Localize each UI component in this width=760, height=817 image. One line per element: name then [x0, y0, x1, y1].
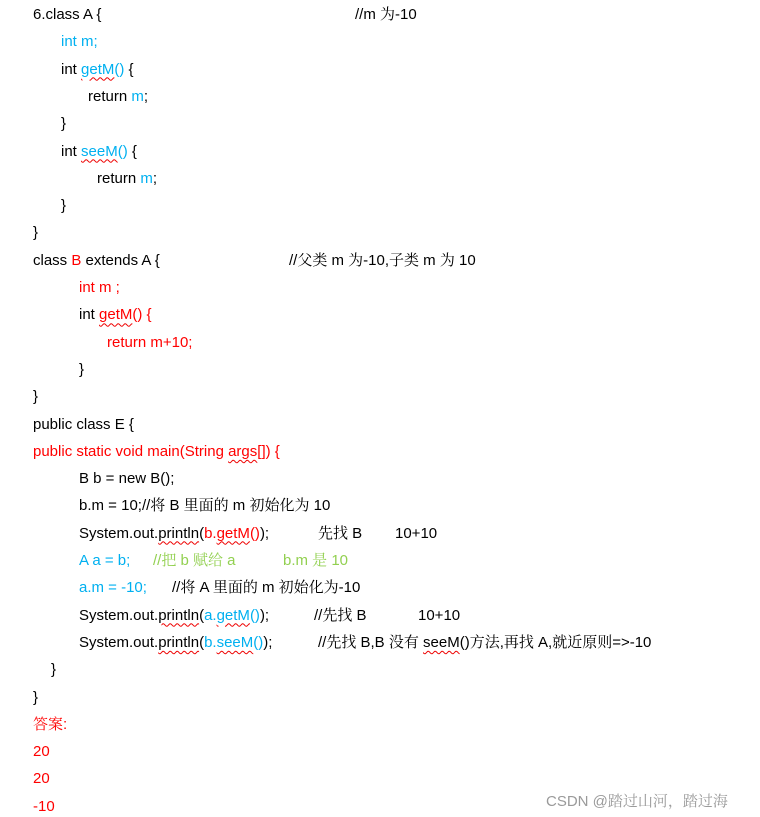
code-text: public class E {: [33, 415, 134, 433]
code-line: [33, 387, 38, 407]
code-text: }: [61, 115, 67, 133]
code-line: [61, 32, 98, 52]
code-text: (: [199, 633, 205, 651]
code-line: [79, 469, 174, 489]
code-text: []) {: [257, 442, 280, 460]
code-line: [61, 114, 66, 134]
code-text: );: [263, 633, 273, 651]
code-text: B: [71, 251, 82, 269]
code-text: b.m = 10;//将 B 里面的 m 初始化为 10: [79, 497, 331, 515]
code-line: [79, 578, 361, 598]
code-line: [33, 415, 134, 435]
code-text: }: [33, 224, 39, 242]
code-line: [79, 496, 330, 516]
comment-group: [318, 633, 651, 653]
code-line: [79, 360, 84, 380]
code-text: //父类 m 为-10,子类 m 为 10: [289, 251, 476, 269]
code-text: return: [88, 87, 132, 105]
code-text: 20: [33, 770, 50, 788]
comment-group: [289, 251, 476, 271]
code-line: [79, 524, 438, 544]
comment-group: [283, 551, 348, 571]
code-text: (): [114, 60, 125, 78]
code-text: System.out.: [79, 606, 159, 624]
code-text: a.: [204, 606, 217, 624]
code-line: [79, 278, 120, 298]
code-text: {: [124, 60, 134, 78]
code-line: [88, 87, 148, 107]
code-line: [51, 660, 56, 680]
code-text: 20: [33, 743, 50, 761]
code-text: //m 为-10: [355, 6, 417, 23]
code-text: (): [249, 524, 260, 542]
code-line: [33, 769, 50, 789]
spellcheck-flagged-text: println: [158, 524, 200, 542]
code-line: [61, 142, 137, 162]
code-text: (): [253, 633, 264, 651]
code-text: (): [117, 142, 128, 160]
spellcheck-flagged-text: seeM: [81, 142, 118, 160]
code-text: 10+10: [418, 606, 461, 624]
code-text: (: [199, 606, 205, 624]
comment-group: [172, 578, 360, 598]
code-line: [79, 633, 652, 653]
spellcheck-flagged-text: getM: [99, 306, 133, 324]
code-text: m: [140, 169, 153, 187]
code-text: }: [79, 360, 85, 378]
comment-group: [314, 606, 367, 626]
code-line: [33, 442, 280, 462]
code-line: [33, 688, 38, 708]
spellcheck-flagged-text: println: [158, 606, 200, 624]
code-text: extends A {: [81, 251, 160, 269]
code-text: return: [97, 169, 141, 187]
code-text: b.m 是 10: [283, 552, 349, 569]
code-line: [33, 251, 476, 271]
code-text: System.out.: [79, 524, 159, 542]
spellcheck-flagged-text: getM: [81, 60, 115, 78]
code-text: int: [61, 142, 82, 160]
code-text: //先找 B,B 没有: [318, 633, 424, 651]
code-text: );: [259, 606, 270, 624]
code-text: 10+10: [395, 524, 438, 542]
comment-group: [355, 5, 417, 25]
code-text: (: [199, 524, 205, 542]
code-line: [79, 606, 461, 626]
code-text: 先找 B: [318, 524, 363, 542]
comment-group: [418, 606, 460, 626]
comment-group: [318, 524, 362, 544]
code-text: () {: [132, 306, 152, 324]
code-text: {: [127, 142, 137, 160]
code-text: return m+10;: [107, 333, 193, 351]
code-text: int m;: [61, 33, 98, 51]
code-text: //先找 B: [314, 606, 367, 624]
code-text: int: [79, 306, 100, 324]
code-line: [79, 305, 152, 325]
spellcheck-flagged-text: seeM: [216, 633, 254, 651]
code-text: );: [259, 524, 270, 542]
code-text: }: [51, 661, 57, 679]
code-line: [33, 223, 38, 243]
code-text: 6.class A {: [33, 6, 102, 23]
code-text: System.out.: [79, 633, 159, 651]
spellcheck-flagged-text: println: [158, 633, 200, 651]
code-text: m: [131, 87, 144, 105]
code-line: [33, 797, 55, 817]
code-line: [97, 169, 157, 189]
code-line: [107, 333, 192, 353]
code-text: int: [61, 60, 82, 78]
code-text: (): [249, 606, 260, 624]
code-text: A a = b;: [79, 552, 131, 569]
watermark: CSDN @踏过山河，踏过海: [546, 793, 728, 810]
spellcheck-flagged-text: seeM: [423, 633, 460, 651]
code-text: int m ;: [79, 279, 120, 296]
code-text: //把 b 赋给 a: [153, 552, 236, 569]
comment-group: [153, 551, 236, 571]
code-line: [33, 5, 417, 25]
code-text: ()方法,再找 A,就近原则=>-10: [459, 633, 652, 651]
code-text: -10: [33, 797, 55, 815]
code-text: }: [33, 688, 39, 706]
code-line: [61, 196, 66, 216]
code-text: //将 A 里面的 m 初始化为-10: [172, 579, 361, 597]
code-line: [33, 715, 67, 735]
code-line: [33, 742, 50, 762]
spellcheck-flagged-text: getM: [216, 606, 250, 624]
code-text: }: [33, 388, 39, 406]
comment-group: [395, 524, 437, 544]
code-text: ;: [152, 169, 158, 187]
code-text: public static void main(String: [33, 442, 229, 460]
code-text: a.m = -10;: [79, 579, 147, 597]
code-text: b.: [204, 524, 217, 542]
code-text: }: [61, 197, 67, 215]
code-text: ;: [143, 87, 149, 105]
code-text: class: [33, 251, 72, 269]
code-text: B b = new B();: [79, 470, 175, 488]
spellcheck-flagged-text: args: [228, 442, 258, 460]
code-text: 答案:: [33, 715, 68, 733]
code-line: [79, 551, 349, 571]
code-line: [61, 60, 134, 80]
spellcheck-flagged-text: getM: [216, 524, 250, 542]
code-text: b.: [204, 633, 217, 651]
